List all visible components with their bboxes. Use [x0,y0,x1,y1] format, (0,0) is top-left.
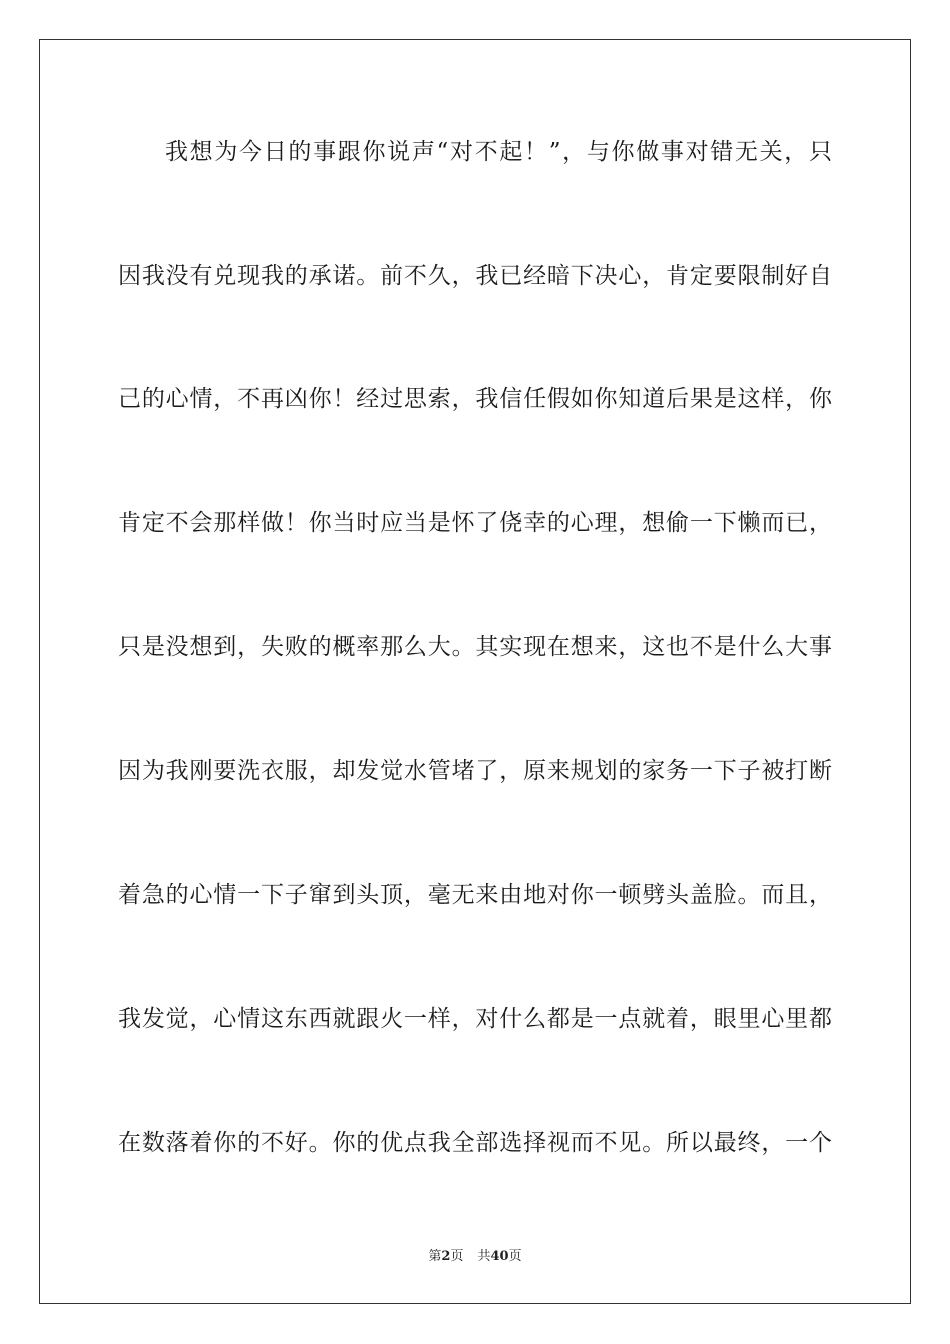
page-frame [39,39,911,1304]
body-text-line: 在数落着你的不好。你的优点我全部选择视而不见。所以最终，一个 [118,1130,832,1156]
body-text-line: 因我没有兑现我的承诺。前不久，我已经暗下决心，肯定要限制好自 [118,263,832,289]
body-text-line: 我发觉，心情这东西就跟火一样，对什么都是一点就着，眼里心里都 [118,1006,832,1032]
page-suffix: 页 [450,1249,464,1264]
page-footer [0,1248,950,1266]
body-text-line: 己的心情，不再凶你！经过思索，我信任假如你知道后果是这样，你 [118,386,832,412]
body-text-line: 只是没想到，失败的概率那么大。其实现在想来，这也不是什么大事 [118,634,832,660]
body-text-line: 因为我刚要洗衣服，却发觉水管堵了，原来规划的家务一下子被打断 [118,758,832,784]
total-suffix: 页 [508,1249,522,1264]
total-prefix: 共 [477,1249,491,1264]
page-prefix: 第 [428,1249,442,1264]
page-total: 40 [490,1249,509,1264]
page-current: 2 [441,1249,451,1264]
body-text-line: 肯定不会那样做！你当时应当是怀了侥幸的心理，想偷一下懒而已， [118,510,832,536]
body-text-line: 着急的心情一下子窜到头顶，毫无来由地对你一顿劈头盖脸。而且， [118,882,832,908]
body-text-line: 我想为今日的事跟你说声“对不起！”，与你做事对错无关，只 [165,139,832,165]
